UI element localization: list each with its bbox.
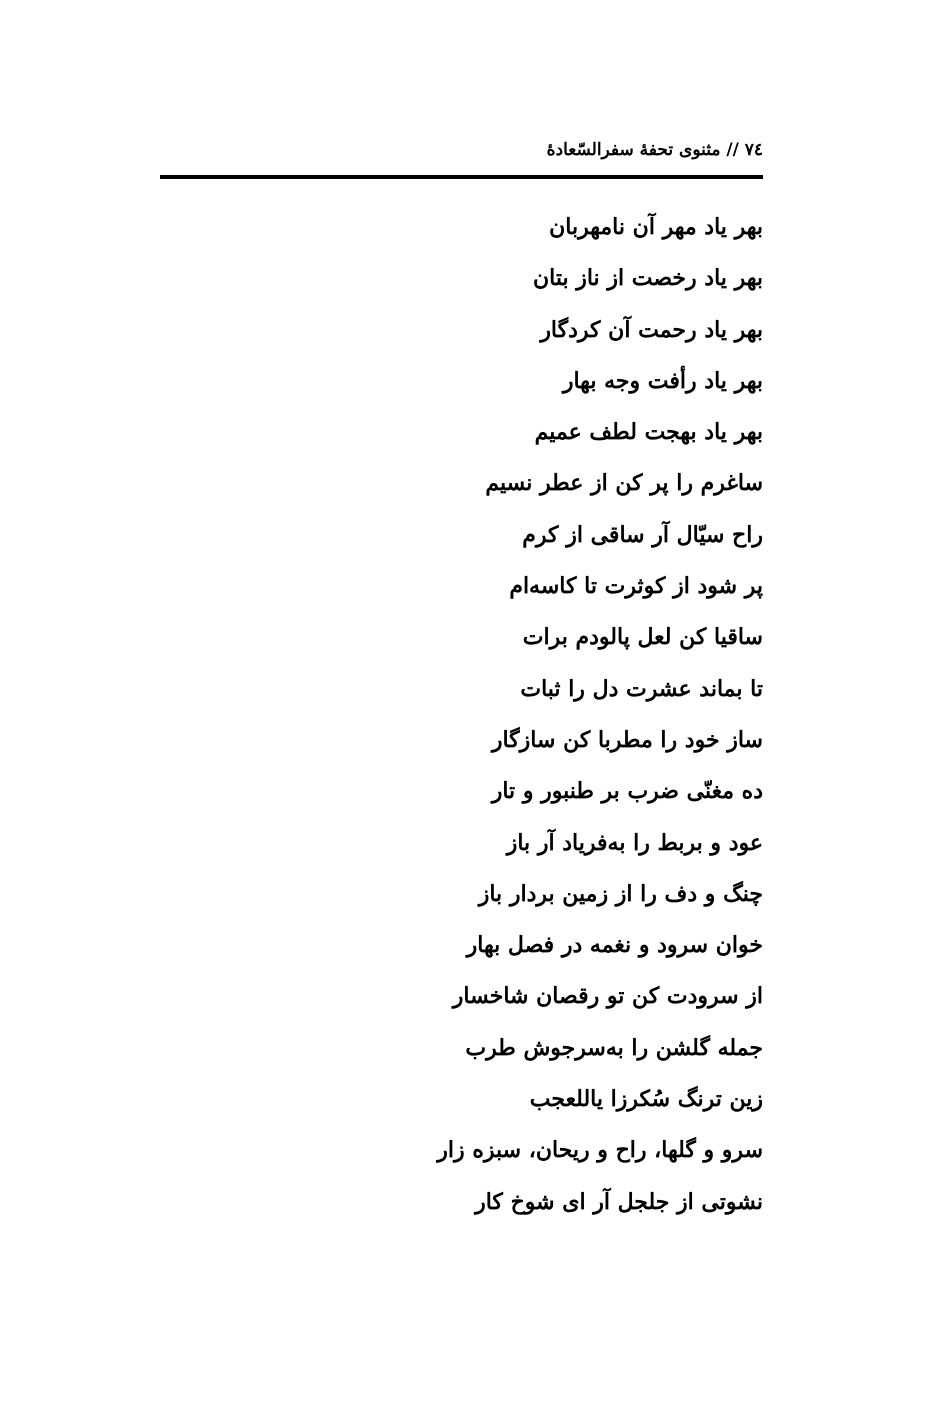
verse-line: بهر یاد رحمت آن کردگار xyxy=(540,316,763,343)
verse-line: ساغرم را پر کن از عطر نسیم xyxy=(485,470,763,497)
verse-line: پر شود از کوثرت تا کاسه‌ام xyxy=(509,573,763,600)
verse-line: از سرودت کن تو رقصان شاخسار xyxy=(452,983,763,1010)
verse-line: بهر یاد مهر آن نامهربان xyxy=(549,214,763,240)
running-header: ۷٤ // مثنوی تحفهٔ سفرالسّعادهٔ xyxy=(546,140,763,160)
verse-line: بهر یاد بهجت لطف عمیم xyxy=(534,419,763,446)
verse-line: جمله گلشن را به‌سرجوش طرب xyxy=(465,1034,763,1061)
verse-line: زین ترنگ سُکرزا یاللعجب xyxy=(529,1086,763,1113)
verse-line: بهر یاد رخصت از ناز بتان xyxy=(532,265,763,292)
verse-line: تا بماند عشرت دل را ثبات xyxy=(520,675,763,702)
verse-line: نشوتی از جلجل آر ای شوخ کار xyxy=(475,1188,763,1215)
verse-line: راح سیّال آر ساقی از کرم xyxy=(522,521,763,548)
verse-line: ده مغنّی ضرب بر طنبور و تار xyxy=(491,778,763,805)
verse-line: خوان سرود و نغمه در فصل بهار xyxy=(466,932,763,959)
verse-line: سرو و گلها، راح و ریحان، سبزه زار xyxy=(437,1137,763,1164)
header-rule xyxy=(160,175,763,179)
verse-list xyxy=(263,202,763,1228)
verse-line: بهر یاد رأفت وجه بهار xyxy=(562,367,763,394)
verse-line: ساز خود را مطربا کن سازگار xyxy=(491,726,763,753)
verse-line: ساقیا کن لعل پالودم برات xyxy=(522,624,763,651)
verse-line: عود و بربط را به‌فریاد آر باز xyxy=(506,829,763,856)
verse-line: چنگ و دف را از زمین بردار باز xyxy=(478,880,763,907)
